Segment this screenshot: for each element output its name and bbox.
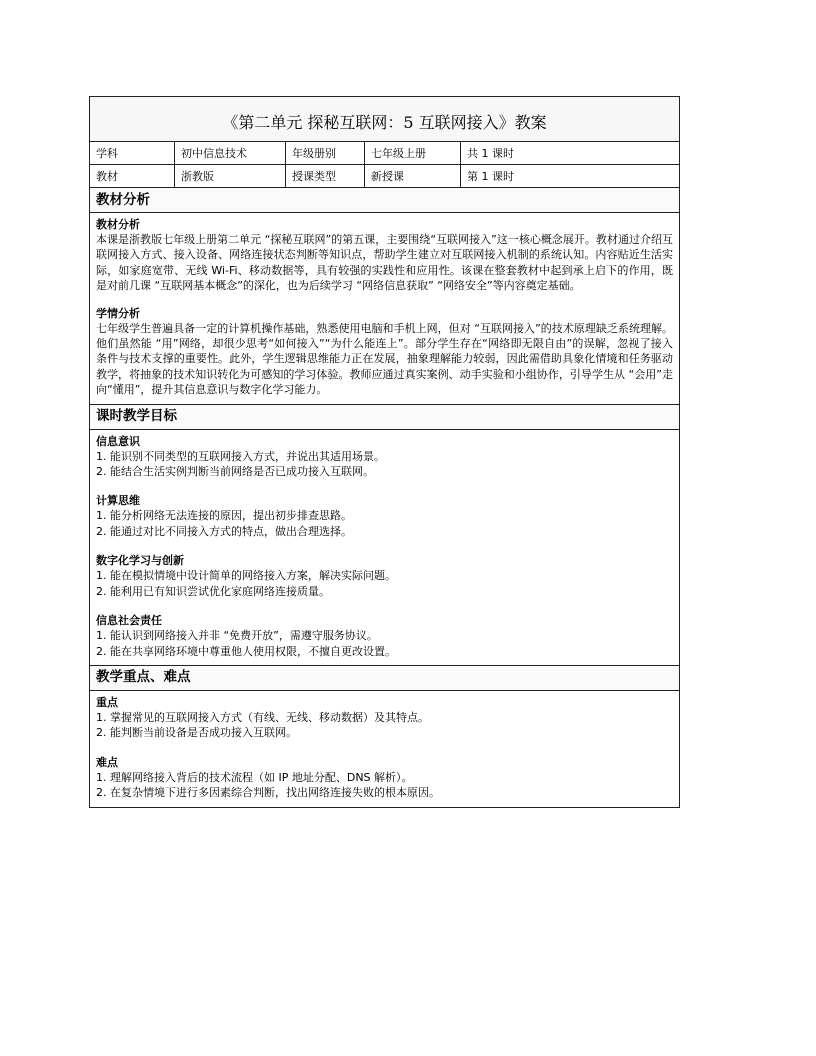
- difficulty-list: [96, 770, 673, 801]
- block-title: 教材分析: [96, 218, 140, 231]
- list-item: 2. 能结合生活实例判断当前网络是否已成功接入互联网。: [96, 465, 374, 479]
- key-point-list: [96, 710, 673, 741]
- block-title: 学情分析: [96, 306, 140, 320]
- section-heading-material-analysis: 教材分析: [90, 188, 680, 213]
- list-item: 2. 能在共享网络环境中尊重他人使用权限，不擅自更改设置。: [96, 644, 396, 658]
- block-title: 信息意识: [96, 434, 140, 448]
- objective-list: [96, 628, 673, 659]
- info-cell: 教材: [90, 165, 175, 188]
- objective-list: [96, 508, 673, 539]
- block-title: 难点: [96, 755, 118, 769]
- info-cell: 初中信息技术: [175, 142, 286, 165]
- section-heading-key-points: 教学重点、难点: [90, 665, 680, 690]
- block-paragraph: 七年级学生普遍具备一定的计算机操作基础，熟悉使用电脑和手机上网，但对 “互联网接入”的技术原理缺乏系统理解。他们虽然能 “用”网络，却很少思考“如何接入”“为什么能连上”。部分学生存在“网络即无限自由”的误解，忽视了接入条件与技术支撑的重要性。此外，学生逻辑思维能力正在发展，抽象理解能力较弱，因此需借助具象化情境和任务驱动教学，将抽象的技术知识转化为可感知的学习体验。教师应通过真实案例、动手实验和小组协作，引导学生从 “会用”走向“懂用”，提升其信息意识与数字化学习能力。: [96, 321, 674, 397]
- info-cell: 年级册别: [286, 142, 365, 165]
- lesson-plan-table: [89, 96, 680, 808]
- block-title: 数字化学习与创新: [96, 554, 184, 568]
- block-paragraph: 本课是浙教版七年级上册第二单元 “探秘互联网”的第五课，主要围绕“互联网接入”这一核心概念展开。教材通过介绍互联网接入方式、接入设备、网络连接状态判断等知识点，帮助学生建立对互联网接入机制的系统认知。内容贴近生活实际，如家庭宽带、无线 Wi-Fi、移动数据等，具有较强的实践性和应用性。该课在整套教材中起到承上启下的作用，既是对前几课 “互联网基本概念”的深化，也为后续学习 “网络信息获取” “网络安全”等内容奠定基础。: [96, 233, 674, 293]
- lesson-plan-page: [89, 96, 679, 808]
- list-item: 1. 能在模拟情境中设计简单的网络接入方案，解决实际问题。: [96, 569, 396, 583]
- list-item: 1. 能认识到网络接入并非 “免费开放”，需遵守服务协议。: [96, 629, 378, 643]
- objective-list: [96, 449, 673, 480]
- section-body-objectives: [90, 429, 680, 665]
- document-title: 《第二单元 探秘互联网：5 互联网接入》教案: [90, 97, 680, 142]
- content-block: [96, 695, 673, 741]
- info-cell: 七年级上册: [365, 142, 461, 165]
- info-row-2: [90, 165, 680, 188]
- content-block: [96, 493, 673, 539]
- list-item: 2. 能通过对比不同接入方式的特点，做出合理选择。: [96, 524, 352, 538]
- objective-list: [96, 568, 673, 599]
- list-item: 2. 在复杂情境下进行多因素综合判断，找出网络连接失败的根本原因。: [96, 786, 440, 800]
- list-item: 1. 掌握常见的互联网接入方式（有线、无线、移动数据）及其特点。: [96, 710, 429, 724]
- content-block: [96, 434, 673, 480]
- block-title: 重点: [96, 695, 118, 709]
- info-cell: 授课类型: [286, 165, 365, 188]
- info-cell: 学科: [90, 142, 175, 165]
- block-title: 计算思维: [96, 494, 140, 508]
- content-block: [96, 306, 673, 398]
- block-title: 信息社会责任: [96, 614, 162, 628]
- content-block: [96, 755, 673, 801]
- info-row-1: [90, 142, 680, 165]
- list-item: 1. 能识别不同类型的互联网接入方式，并说出其适用场景。: [96, 449, 385, 463]
- section-body-material-analysis: [90, 213, 680, 405]
- info-cell: 第 1 课时: [461, 165, 680, 188]
- content-block: [96, 217, 673, 294]
- list-item: 1. 能分析网络无法连接的原因，提出初步排查思路。: [96, 509, 352, 523]
- info-cell: 新授课: [365, 165, 461, 188]
- info-cell: 共 1 课时: [461, 142, 680, 165]
- section-body-key-points: [90, 690, 680, 807]
- section-heading-objectives: 课时教学目标: [90, 404, 680, 429]
- list-item: 2. 能判断当前设备是否成功接入互联网。: [96, 726, 297, 740]
- content-block: [96, 613, 673, 659]
- list-item: 1. 理解网络接入背后的技术流程（如 IP 地址分配、DNS 解析）。: [96, 770, 413, 784]
- content-block: [96, 553, 673, 599]
- list-item: 2. 能利用已有知识尝试优化家庭网络连接质量。: [96, 584, 330, 598]
- info-cell: 浙教版: [175, 165, 286, 188]
